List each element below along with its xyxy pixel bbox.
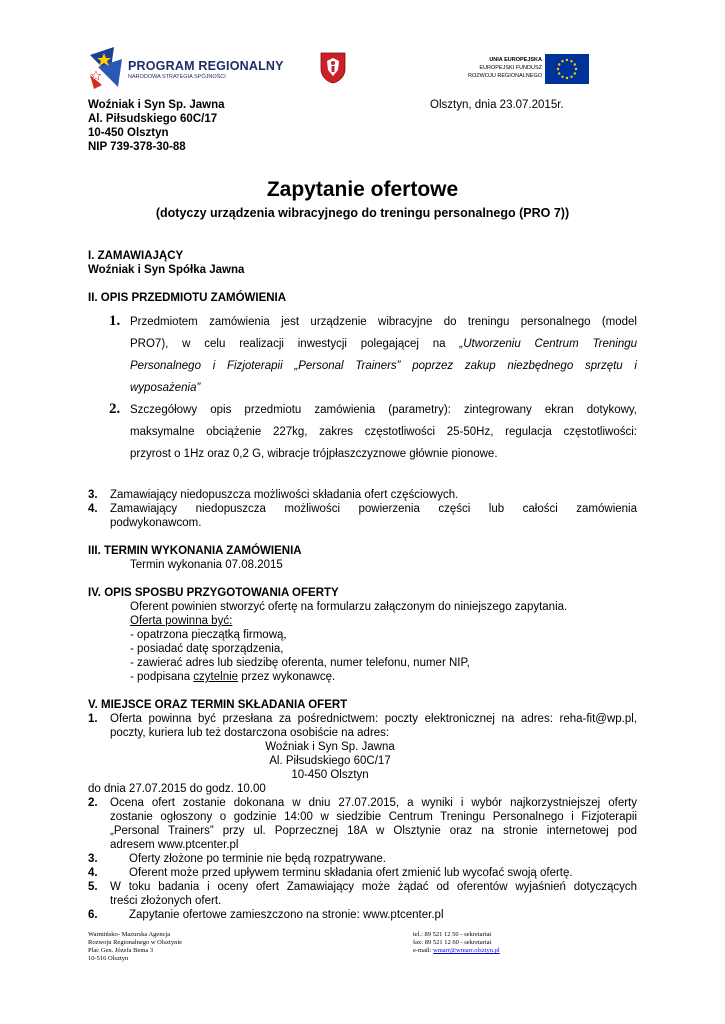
offer-should-be: Oferta powinna być:: [130, 615, 233, 627]
point-2-line-4: adresem www.ptcenter.pl: [110, 839, 239, 851]
eu-star: [558, 72, 560, 74]
eu-star: [574, 72, 576, 74]
point-4-text: Oferent może przed upływem terminu składania ofert zmienić lub wycofać swoją ofertę.: [129, 867, 573, 879]
footer-fax: fax: 89 521 12 60 - sekretariat: [413, 939, 492, 946]
eu-star: [566, 59, 568, 61]
eu-star: [570, 76, 572, 78]
sender-name: Woźniak i Syn Sp. Jawna: [88, 99, 225, 111]
eu-star: [558, 63, 560, 65]
footer-agency-4: 10-516 Olsztyn: [88, 955, 129, 962]
item-3-text: Zamawiający niedopuszcza możliwości składania ofert częściowych.: [110, 489, 459, 501]
item-3-number: 3.: [88, 489, 98, 501]
eu-text-3: ROZWOJU REGIONALNEGO: [468, 73, 542, 79]
offer-req-signature: - podpisana czytelnie przez wykonawcę.: [130, 671, 336, 683]
point-2-line-2: zostanie ogłoszony o godzinie 14:00 w siedzibie Centrum Treningu Personalnego i Fizjoterapii: [110, 811, 637, 823]
sender-city: 10-450 Olsztyn: [88, 127, 169, 139]
orderer-name: Woźniak i Syn Spółka Jawna: [88, 264, 245, 276]
delivery-address-name: Woźniak i Syn Sp. Jawna: [265, 741, 395, 753]
item-1-number: 1.: [109, 313, 121, 329]
point-5-line-2: treści złożonych ofert.: [110, 895, 222, 907]
eu-star: [570, 60, 572, 62]
point-3-text: Oferty złożone po terminie nie będą rozpatrywane.: [129, 853, 386, 865]
item-1-line-4: wyposażenia”: [130, 382, 201, 394]
document-date: Olsztyn, dnia 23.07.2015r.: [430, 99, 564, 111]
eu-star: [574, 63, 576, 65]
program-title: PROGRAM REGIONALNY: [128, 59, 284, 73]
point-3-number: 3.: [88, 853, 98, 865]
sender-street: Al. Piłsudskiego 60C/17: [88, 113, 218, 125]
item-1-line-3: Personalnego i Fizjoterapii „Personal Trainers” poprzez zakup niezbędnego sprzętu i: [130, 360, 637, 372]
point-2-line-1: Ocena ofert zostanie dokonana w dniu 27.07.2015, a wyniki i wybór najkorzystniejszej oferty: [110, 797, 637, 809]
section-4-heading: IV. OPIS SPOSBU PRZYGOTOWANIA OFERTY: [88, 587, 339, 599]
eu-text-2: EUROPEJSKI FUNDUSZ: [479, 65, 542, 71]
point-2-number: 2.: [88, 797, 98, 809]
item-2-line-3: przyrost o 1Hz oraz 0,2 G, wibracje trójpłaszczyznowe głównie pionowe.: [130, 448, 498, 460]
footer-email: e-mail: wmarr@wmarr.olsztyn.pl: [413, 947, 500, 954]
voivodeship-coat-of-arms: [320, 52, 346, 84]
section-5-heading: V. MIEJSCE ORAZ TERMIN SKŁADANIA OFERT: [88, 699, 348, 711]
point-4-number: 4.: [88, 867, 98, 879]
eu-star: [557, 68, 559, 70]
footer-agency-3: Plac Gen. Józefa Bema 3: [88, 947, 154, 954]
point-6-number: 6.: [88, 909, 98, 921]
footer-agency-1: Warmińsko- Mazurska Agencja: [88, 931, 171, 938]
eu-star: [566, 77, 568, 79]
submission-deadline: do dnia 27.07.2015 do godz. 10.00: [88, 783, 266, 795]
eu-logo: [470, 54, 590, 84]
offer-req-address: - zawierać adres lub siedzibę oferenta, numer telefonu, numer NIP,: [130, 657, 470, 669]
point-5-line-1: W toku badania i oceny ofert Zamawiający może żądać od oferentów wyjaśnień dotyczących: [110, 881, 637, 893]
item-1-line-1: Przedmiotem zamówienia jest urządzenie wibracyjne do treningu personalnego (model: [130, 316, 637, 328]
item-1-line-2: PRO7), w celu realizacji inwestycji polegającej na „Utworzeniu Centrum Treningu: [130, 338, 638, 350]
item-4-line-2: podwykonawcom.: [110, 517, 202, 529]
item-2-line-1: Szczegółowy opis przedmiotu zamówienia (parametry): zintegrowany ekran dotykowy,: [130, 404, 637, 416]
document-title: Zapytanie ofertowe: [266, 178, 459, 201]
offer-req-stamp: - opatrzona pieczątką firmową,: [130, 629, 287, 641]
eu-star: [561, 60, 563, 62]
program-subtitle: NARODOWA STRATEGIA SPÓJNOŚCI: [128, 74, 226, 80]
footer-phone: tel.: 89 521 12 50 - sekretariat: [413, 931, 492, 938]
program-regionalny-logo: [88, 45, 284, 90]
point-1-line-1: Oferta powinna być przesłana za pośrednictwem: poczty elektronicznej na adres: reha-fit@wp.pl,: [110, 713, 637, 725]
item-4-number: 4.: [88, 503, 98, 515]
document-subtitle: (dotyczy urządzenia wibracyjnego do treningu personalnego (PRO 7)): [155, 206, 570, 220]
section-1-heading: I. ZAMAWIAJĄCY: [88, 250, 184, 262]
eu-star: [575, 68, 577, 70]
point-2-line-3: „Personal Trainers” przy ul. Poprzecznej 18A w Olsztynie oraz na stronie internetowej pod: [110, 825, 637, 837]
sender-nip: NIP 739-378-30-88: [88, 141, 186, 153]
eu-flag-icon: [545, 54, 589, 84]
delivery-address-city: 10-450 Olsztyn: [291, 769, 369, 781]
point-1-line-2: poczty, kuriera lub też dostarczona osobiście na adres:: [110, 727, 390, 739]
footer-email-link[interactable]: wmarr@wmarr.olsztyn.pl: [433, 947, 500, 954]
completion-date: Termin wykonania 07.08.2015: [130, 559, 283, 571]
offer-form-info: Oferent powinien stworzyć ofertę na formularzu załączonym do niniejszego zapytania.: [130, 601, 568, 613]
item-4-line-1: Zamawiający niedopuszcza możliwości powierzenia części lub całości zamówienia: [110, 503, 637, 515]
section-2-heading: II. OPIS PRZEDMIOTU ZAMÓWIENIA: [88, 292, 287, 304]
item-2-line-2: maksymalne obciążenie 227kg, zakres częstotliwości 25-50Hz, regulacja częstotliwości:: [130, 426, 637, 438]
eu-text-1: UNIA EUROPEJSKA: [489, 57, 542, 63]
offer-req-date: - posiadać datę sporządzenia,: [130, 643, 284, 655]
eu-star: [561, 76, 563, 78]
point-5-number: 5.: [88, 881, 98, 893]
program-regionalny-emblem: [88, 45, 130, 90]
footer-agency-2: Rozwoju Regionalnego w Olsztynie: [88, 939, 183, 946]
point-1-number: 1.: [88, 713, 98, 725]
delivery-address-street: Al. Piłsudskiego 60C/17: [269, 755, 391, 767]
point-6-text: Zapytanie ofertowe zamieszczono na stronie: www.ptcenter.pl: [129, 909, 444, 921]
item-2-number: 2.: [109, 401, 121, 417]
section-3-heading: III. TERMIN WYKONANIA ZAMÓWIENIA: [88, 545, 302, 557]
